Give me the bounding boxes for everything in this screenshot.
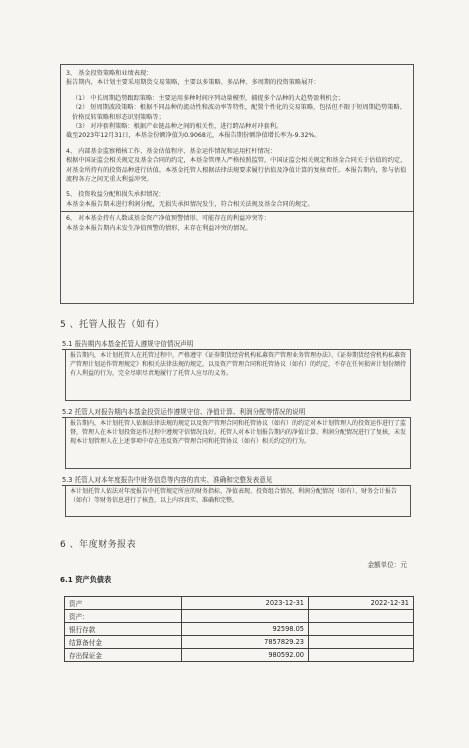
row-value-2023 — [182, 610, 309, 623]
strategy-item-2: （2） 短周期波段策略：根据不同品种的流动性和波动率等特性，配置个性化的交易策略，包括但不限于短周期趋势策略、价格反转策略和形态识别策略等； — [72, 104, 406, 121]
row-value-2022 — [309, 623, 414, 636]
row-value-2022 — [309, 649, 414, 662]
row-label: 存出保证金 — [65, 649, 182, 662]
table-row — [65, 649, 414, 662]
nav-summary: 截至2023年12月31日，本基金份额净值为0.9068元，本报告期份额净值增长率为-9.32%。 — [66, 132, 321, 140]
row-label: 资产： — [65, 610, 182, 623]
section-5-1-title: 5.1 报告期内本基金托管人遵规守信情况声明 — [62, 340, 194, 348]
row-value-2022 — [309, 636, 414, 649]
section-6-title: 6 、年度财务报表 — [60, 540, 137, 550]
warning-heading: 6、 对本基金持有人数或基金资产净值预警情形、可能存在的利益冲突等： — [66, 215, 270, 223]
table-row — [65, 610, 414, 623]
valuation-body: 根据中国证监会相关规定及基金合同的约定，本基金管理人严格按照监管，中国证监会相关规定和基金合同关于估值的约定，对基金所持有的投资品种进行估值。本基金托管人根据法律法规要求履行估值及净值计算的复核责任。本报告期内，参与估值流程各方之间无重大利益冲突。 — [66, 157, 407, 184]
section-5-title: 5 、托管人报告（如有） — [60, 320, 165, 330]
valuation-heading: 4、 内部基金监察稽核工作、基金估值程序、基金运作情况和运用杠杆情况： — [66, 147, 277, 155]
header-asset: 资产 — [65, 597, 182, 610]
warning-body: 本基金本报告期内未发生净值预警的情形，未存在利益冲突的情况。 — [66, 224, 252, 232]
section-5-1-body: 报告期内，本计划托管人在托管过程中，严格遵守《证券期货经营机构私募资产管理业务管理办法》、《证券期货经营机构私募资产管理计划运作管理规定》和相关法律法规的规定，以及资产管理合同和托管协议（如有）的约定，不存在任何损害计划份额持有人利益的行为，完全尽职尽责地履行了托管人应尽的义务。 — [65, 349, 411, 401]
section-5-3-body: 本计划托管人依法对年度报告中托管规定所应的财务指标、净值表现、投资组合情况、利润分配情况（如有）、财务会计报告（如有）等财务信息进行了核查，以上内容真实、准确和完整。 — [65, 485, 411, 517]
section-6-1-title: 6.1 资产负债表 — [60, 575, 112, 584]
fund-strategy-box — [60, 64, 414, 304]
table-header-row — [65, 597, 414, 610]
amount-unit: 金额单位：元 — [367, 561, 407, 569]
header-2022: 2022-12-31 — [309, 597, 414, 610]
row-value-2023: 980592.00 — [182, 649, 309, 662]
distribution-body: 本基金本报告期未进行利润分配，无损失承担情况发生，符合相关法规及基金合同的规定。 — [66, 200, 314, 208]
row-value-2023: 7857829.23 — [182, 636, 309, 649]
section-5-3-title: 5.3 托管人对本年度报告中财务信息等内容的真实、准确和完整发表意见 — [62, 476, 273, 484]
section-5-2-title: 5.2 托管人对报告期内本基金投资运作遵规守信、净值计算、利润分配等情况的说明 — [62, 408, 306, 416]
strategy-item-3: （3） 对冲套利策略：根据产业链品种之间的相关性，进行跨品种对冲套利。 — [72, 123, 283, 131]
row-label: 结算备付金 — [65, 636, 182, 649]
row-value-2023: 92598.05 — [182, 623, 309, 636]
section-5-2-body: 报告期内，本计划托管人依据法律法规的规定以及资产管理合同和托管协议（如有）的约定对本计划管理人的投资运作进行了监督，管理人在本计划投资运作过程中遵规守信情况良好。托管人对本计划报告期内的净值计算、利润分配情况进行了复核，未发现本计划管理人在上述事项中存在违反资产管理合同和托管协议（如有）相关约定的行为。 — [65, 417, 411, 469]
strategy-intro: 报告期内，本计划主要采用期货交易策略，主要以多策略、多品种、多周期的投资策略展开： — [66, 79, 320, 87]
header-2023: 2023-12-31 — [182, 597, 309, 610]
balance-sheet-table — [64, 596, 414, 662]
distribution-heading: 5、 投资收益分配和损失承担情况： — [66, 191, 165, 199]
table-row — [65, 636, 414, 649]
strategy-item-1: （1） 中长周期趋势跟踪策略：主要运用多种时间序列动量模型，捕捉多个品种的大趋势盈利机会； — [72, 94, 344, 102]
table-row — [65, 623, 414, 636]
row-label: 银行存款 — [65, 623, 182, 636]
row-value-2022 — [309, 610, 414, 623]
strategy-heading: 3、 基金投资策略和业绩表现： — [66, 70, 153, 77]
